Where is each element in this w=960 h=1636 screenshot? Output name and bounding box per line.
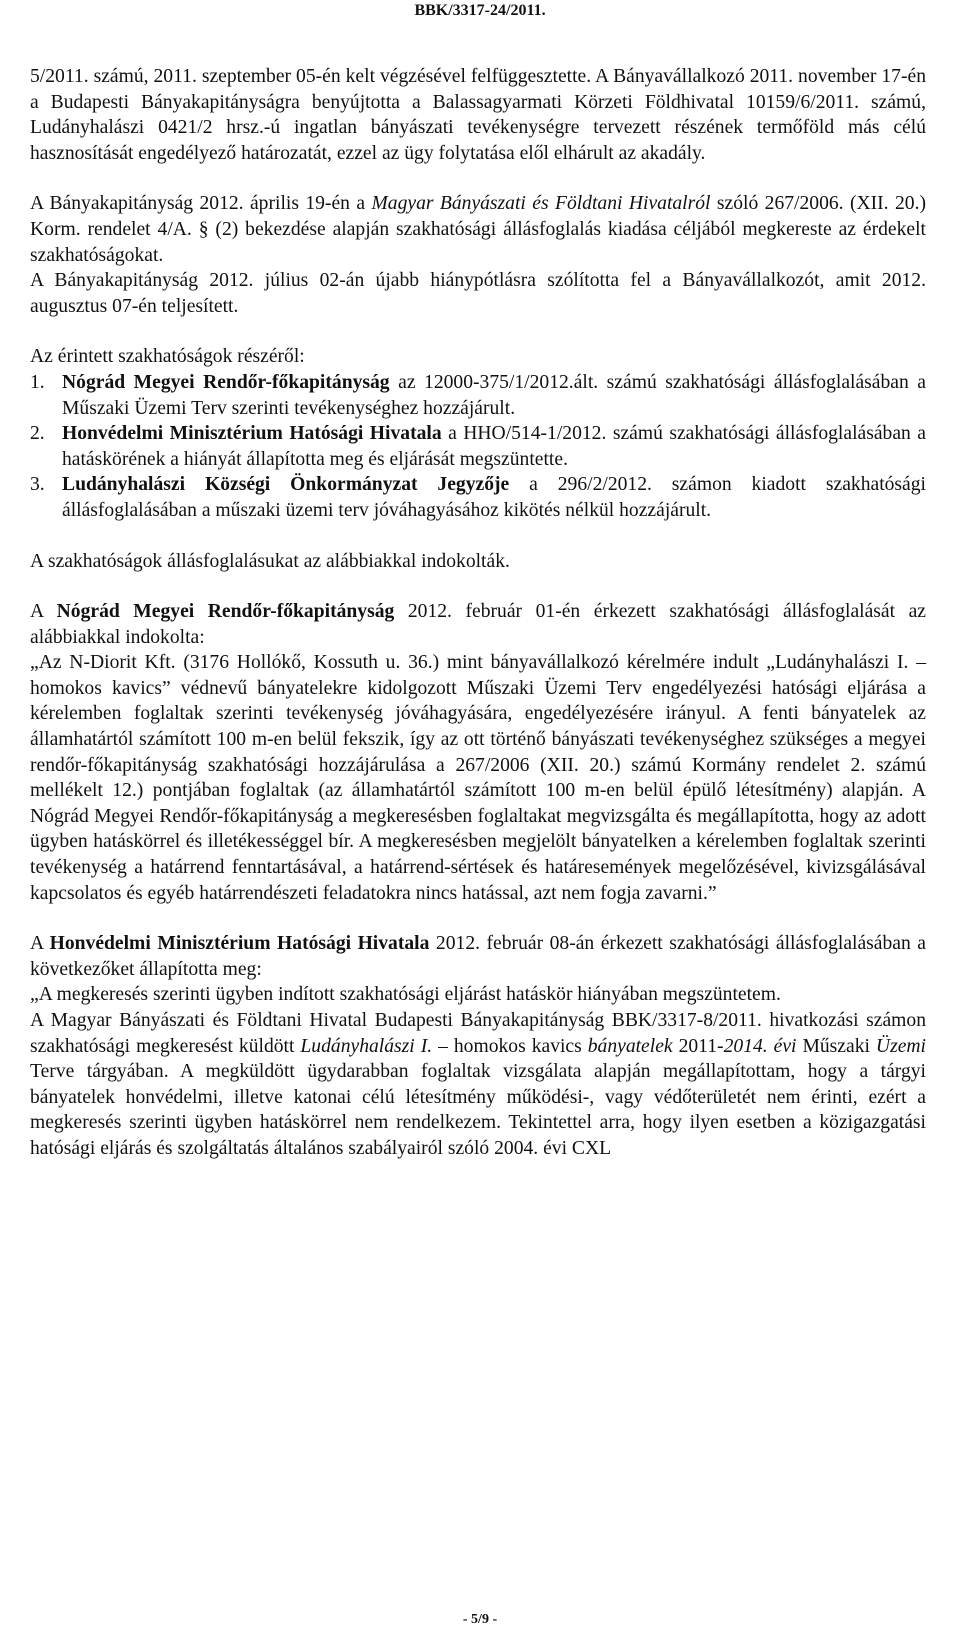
paragraph-police-intro xyxy=(30,599,926,650)
list-text xyxy=(62,472,926,523)
list-text xyxy=(62,421,926,472)
list-item xyxy=(30,421,926,472)
text-run: Műszaki xyxy=(796,1035,876,1057)
paragraph-police-quote: „Az N-Diorit Kft. (3176 Hollókő, Kossuth u. 36.) mint bányavállalkozó kérelmére indult „Ludányhalászi I. – homokos kavics” védnevű bányatelekre kidolgozott Műszaki Üzemi Terv engedélyezési hatósági eljárása a kérelemben foglaltak szerinti tevékenység jóváhagyására, engedélyezésére irányul. A fenti bányatelek az államhatártól számított 100 m-en belül fekszik, így az ott történő bányászati tevékenységhez szükséges a megyei rendőr-főkapitányság szakhatósági hozzájárulása a 267/2006 (XII. 20.) számú Kormány rendelet 2. számú mellékelt 12.) pontjában foglaltak (az államhatártól számított 100 m-en belül épülő létesítmény) alapján. A Nógrád Megyei Rendőr-főkapitányság a megkeresésben foglaltakat megvizsgálta és megállapította, hogy az adott ügyben hatáskörrel és illetékességgel bír. A megkeresésben megjelölt bányatelken a kérelemben foglaltak szerinti tevékenység a határrend fenntartásával, a határrend-sértések és határesemények megelőzésével, kivizsgálásával kapcsolatos és egyéb határrendészeti feladatokra nincs hatással, azt nem fogja zavarni.” xyxy=(30,652,926,904)
paragraph-defence-quote: „A megkeresés szerinti ügyben indított szakhatósági eljárást hatáskör hiányában megszüntetem. xyxy=(30,984,781,1006)
text-run: A xyxy=(30,601,57,623)
text-run: homokos kavics xyxy=(453,1035,588,1057)
paragraph-justification-intro: A szakhatóságok állásfoglalásukat az alábbiakkal indokolták. xyxy=(30,550,510,572)
text-run: A Magyar Bányászati és Földtani Hivatal Budapesti Bányakapitányság BBK/3317-8/2011. hivatkozási számon szakhatósági megkeresést küldött xyxy=(30,1010,926,1057)
italic-run: Üzemi xyxy=(875,1035,926,1057)
paragraph-defence-intro xyxy=(30,931,926,982)
list-text xyxy=(62,370,926,421)
authority-name: Nógrád Megyei Rendőr-főkapitányság xyxy=(62,371,390,393)
document-body xyxy=(30,64,926,1162)
text-run: az 12000-375/1/2012.ált. számú szakhatósági állásfoglalásában a Műszaki Üzemi Terv szerinti tevékenységhez hozzájárult. xyxy=(62,371,926,419)
document-reference-header: BBK/3317-24/2011. xyxy=(414,2,546,19)
list-item xyxy=(30,370,926,421)
paragraph-deficiency-notice: A Bányakapitányság 2012. július 02-án újabb hiánypótlásra szólította fel a Bányavállalkozót, amit 2012. augusztus 07-én teljesített. xyxy=(30,270,926,317)
authority-name: Honvédelmi Minisztérium Hatósági Hivatala xyxy=(62,423,442,445)
authority-name: Honvédelmi Minisztérium Hatósági Hivatala xyxy=(49,933,430,955)
list-item xyxy=(30,472,926,523)
paragraph-authorities-heading: Az érintett szakhatóságok részéről: xyxy=(30,346,305,368)
list-number: 2. xyxy=(30,423,45,445)
text-run: 2011- xyxy=(672,1035,724,1057)
paragraph-suspension: 5/2011. számú, 2011. szeptember 05-én kelt végzésével felfüggesztette. A Bányavállalkozó 2011. november 17-én a Budapesti Bányakapitányságra benyújtotta a Balassagyarmati Körzeti Földhivatal 10159/6/2011. számú, Ludányhalászi 0421/2 hrsz.-ú ingatlan bányászati tevékenységre tervezett részének termőföld más célú hasznosítását engedélyező határozatát, ezzel az ügy folytatása elől elhárult az akadály. xyxy=(30,66,926,164)
paragraph-defence-body xyxy=(30,1008,926,1162)
law-title-italic: Magyar Bányászati és Földtani Hivatalról xyxy=(371,193,711,215)
text-run: 2012. február 01-én érkezett szakhatósági állásfoglalását az alábbiakkal indokolta: xyxy=(30,601,926,648)
italic-run: 2014. évi xyxy=(723,1035,797,1057)
text-run: A xyxy=(30,933,50,955)
text-run: A Bányakapitányság 2012. április 19-én a xyxy=(30,193,372,215)
authority-name: Nógrád Megyei Rendőr-főkapitányság xyxy=(56,601,395,623)
list-number: 1. xyxy=(30,371,45,393)
text-run: 2012. február 08-án érkezett szakhatósági állásfoglalásában a következőket állapította meg: xyxy=(30,933,926,980)
italic-run: bányatelek xyxy=(587,1035,673,1057)
list-number: 3. xyxy=(30,474,45,496)
text-run: a 296/2/2012. számon kiadott szakhatósági állásfoglalásában a műszaki üzemi terv jóváhagyásához kikötés nélkül hozzájárult. xyxy=(62,474,926,521)
text-run: Terve tárgyában. A megküldött ügydarabban foglaltak vizsgálata alapján megállapítottam, hogy a tárgyi bányatelek honvédelmi, illetve katonai célú létesítmény működési-, vagy védőterületét nem érinti, ezért a megkeresés szerinti ügyben hatáskörrel nem rendelkezem. Tekintettel arra, hogy ilyen esetben a közigazgatási hatósági eljárás és szolgáltatás általános szabályairól szóló 2004. évi CXL xyxy=(30,1061,926,1159)
paragraph-authority-request xyxy=(30,191,926,268)
authority-name: Ludányhalászi Községi Önkormányzat Jegyzője xyxy=(62,474,510,496)
text-run: szóló 267/2006. (XII. 20.) Korm. rendelet 4/A. § (2) bekezdése alapján szakhatósági állásfoglalás kiadása céljából megkereste az érdekelt szakhatóságokat. xyxy=(30,193,926,266)
text-run: a HHO/514-1/2012. számú szakhatósági állásfoglalásában a hatáskörének a hiányát állapította meg és eljárását megszüntette. xyxy=(62,423,926,470)
italic-run: Ludányhalászi I. – xyxy=(300,1035,454,1057)
page-number: - 5/9 - xyxy=(462,1612,498,1627)
